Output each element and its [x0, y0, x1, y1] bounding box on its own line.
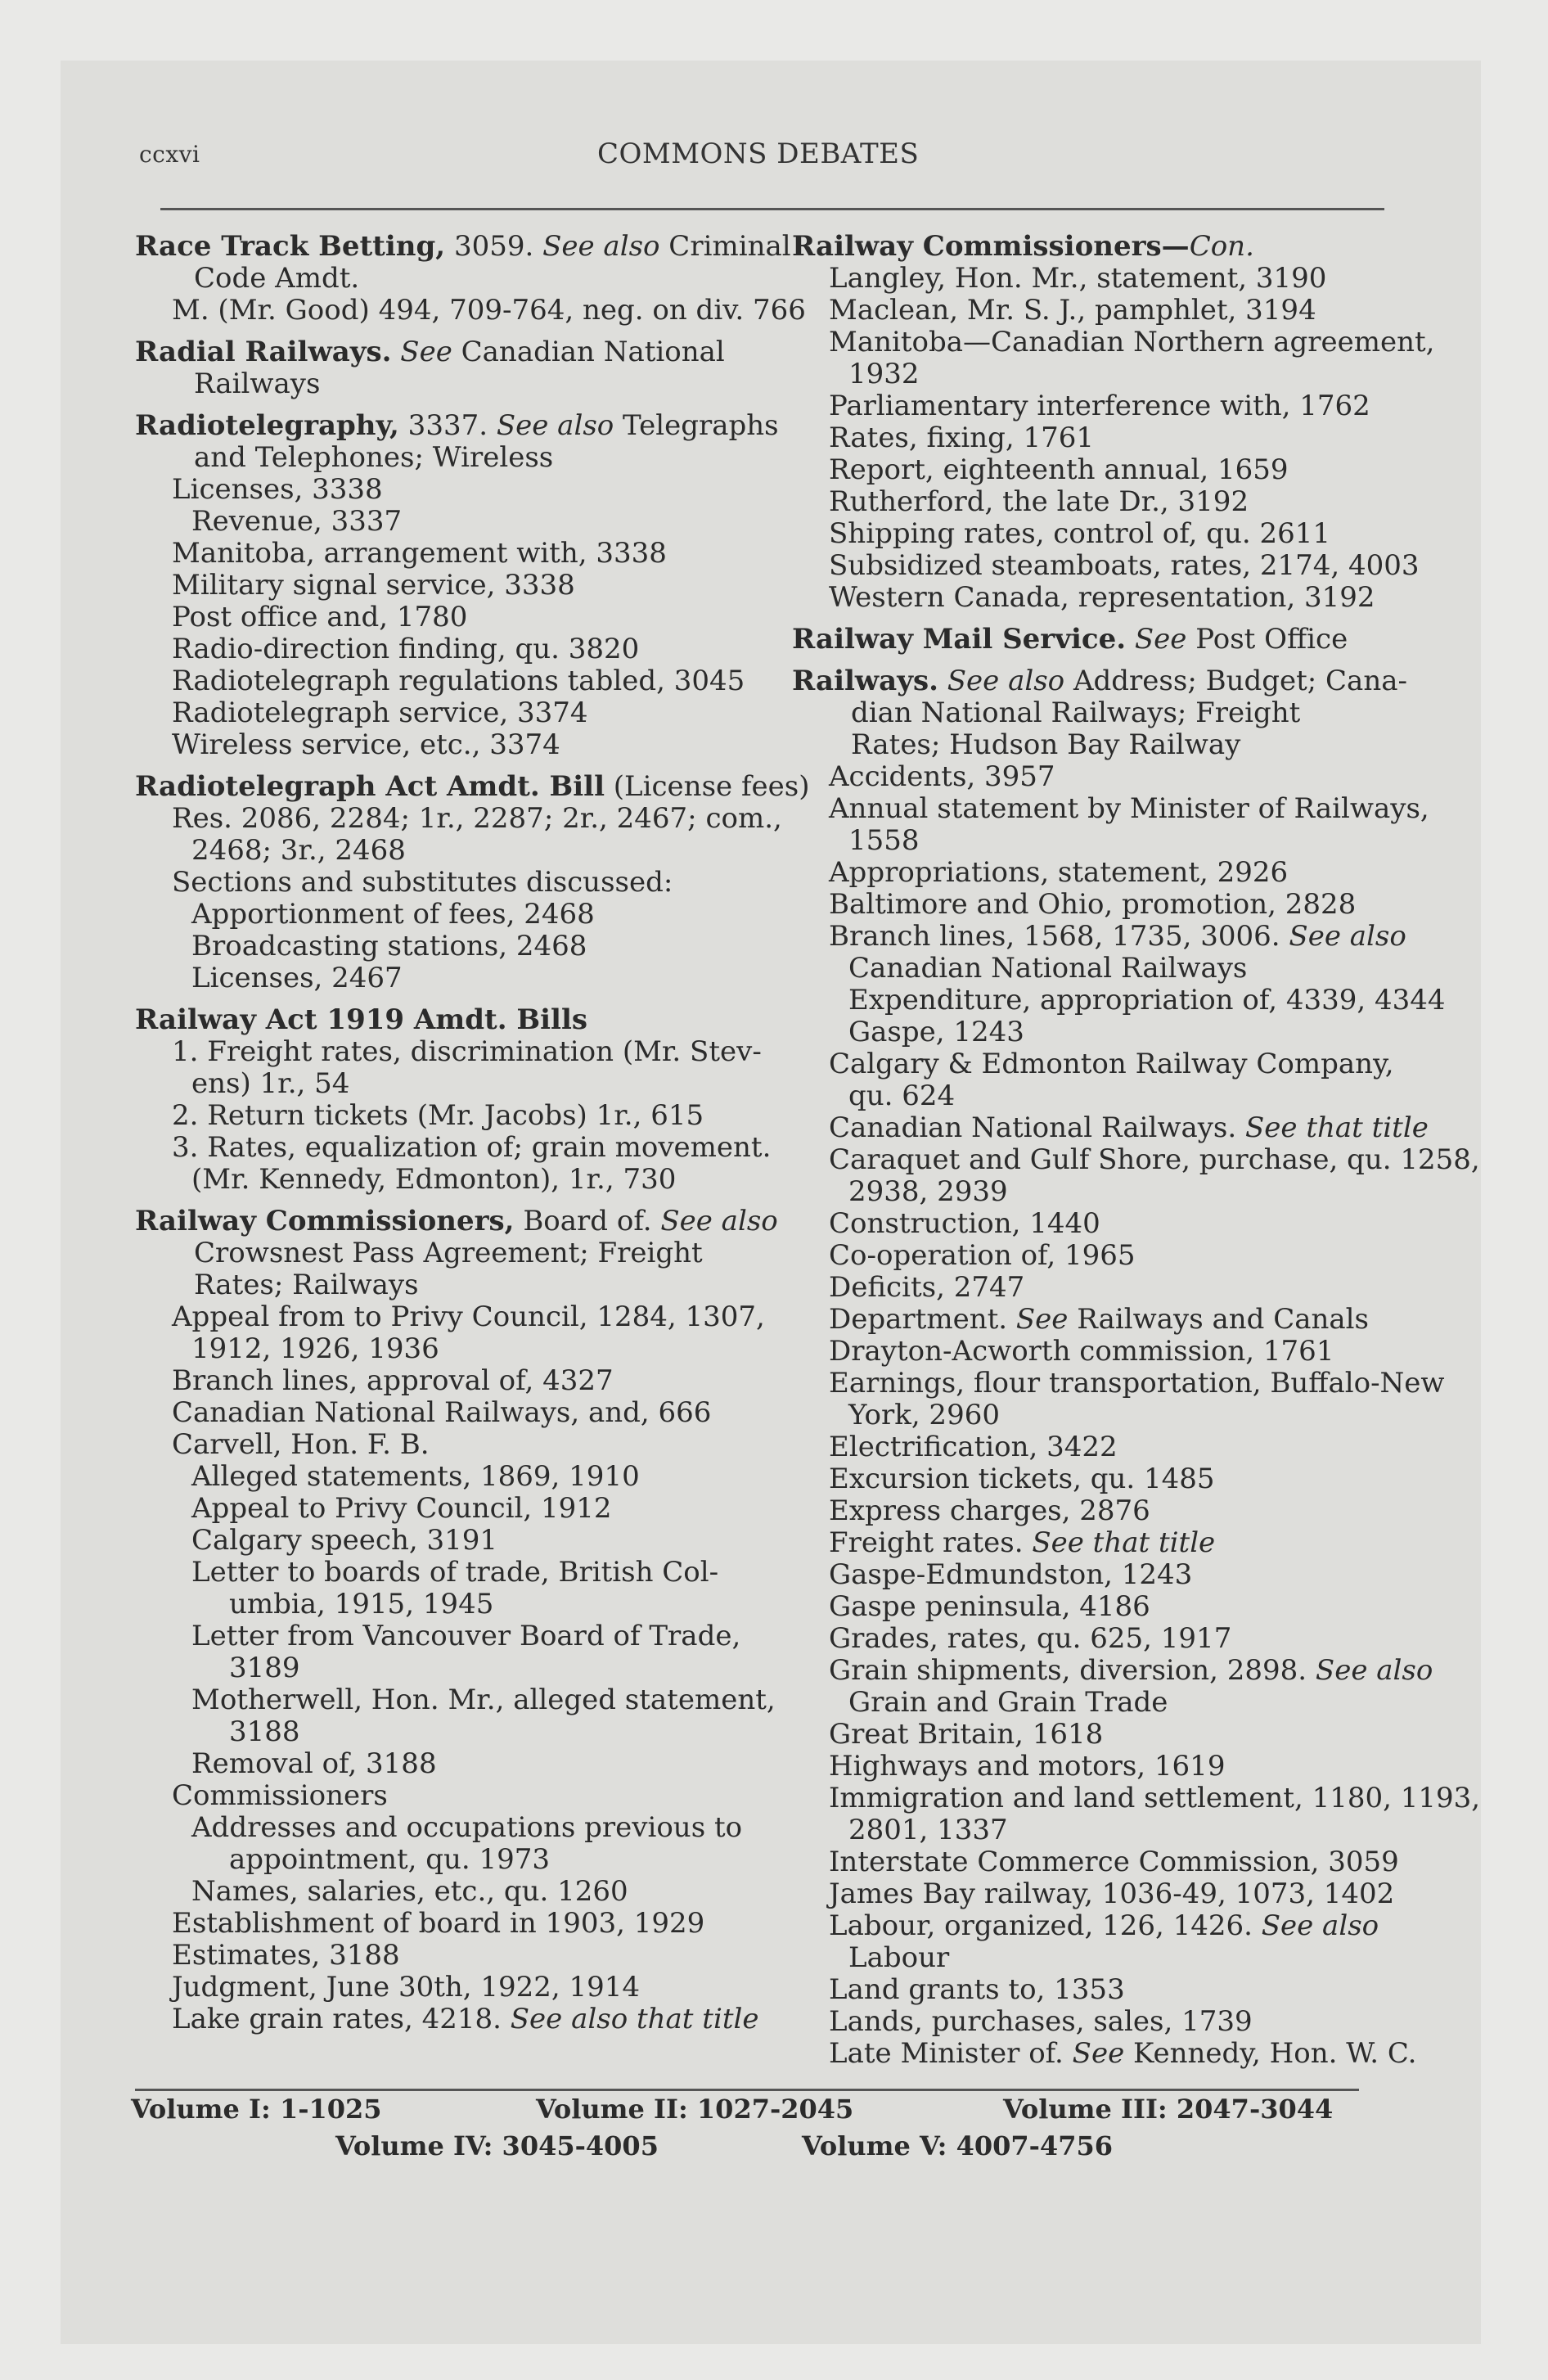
index-entry [792, 1304, 1430, 1336]
right-column [792, 230, 1481, 2070]
index-entry [792, 263, 1430, 295]
index-entry [135, 802, 782, 835]
index-entry [792, 1048, 1430, 1080]
entry-tail: Railways and Canals [1068, 1303, 1369, 1336]
index-entry [135, 1269, 773, 1301]
entry-text: Grain and Grain Trade [848, 1686, 1168, 1719]
index-entry [135, 1589, 773, 1620]
index-entry [792, 1559, 1430, 1591]
index-entry [135, 962, 773, 994]
entry-text: Apportionment of fees, 2468 [191, 898, 595, 931]
index-entry [792, 1176, 1430, 1208]
index-entry [135, 1972, 773, 2004]
index-entry [135, 1876, 773, 1908]
index-entry [792, 550, 1430, 582]
entry-text: Post office and, 1780 [172, 601, 468, 633]
entry-text: 2801, 1337 [848, 1814, 1008, 1846]
cross-reference: See also [947, 665, 1065, 697]
index-entry [135, 1844, 773, 1876]
entry-text: Appropriations, statement, 2926 [829, 856, 1289, 889]
index-entry [792, 729, 1430, 761]
heading-term: Railways. [792, 665, 938, 697]
index-entry [135, 474, 773, 506]
entry-text: 1912, 1926, 1936 [191, 1332, 439, 1365]
cross-reference: See also [1289, 920, 1406, 953]
entry-text: Canadian National Railways [848, 952, 1248, 985]
index-entry [792, 1208, 1430, 1240]
entry-text: ens) 1r., 54 [191, 1067, 350, 1100]
index-entry [792, 1495, 1430, 1527]
entry-text: 3059. [445, 230, 543, 263]
entry-text: (License fees) [604, 770, 810, 803]
entry-text: Manitoba, arrangement with, 3338 [172, 537, 667, 570]
entry-text: Labour, organized, 126, 1426. [829, 1909, 1262, 1942]
index-entry [135, 506, 773, 538]
entry-text: Estimates, 3188 [172, 1939, 400, 1972]
entry-tail: Criminal [659, 230, 791, 263]
entry-text: Branch lines, approval of, 4327 [172, 1364, 614, 1397]
heading-term: Radial Railways. [135, 336, 392, 368]
entry-text: Crowsnest Pass Agreement; Freight [194, 1237, 703, 1269]
entry-tail: Kennedy, Hon. W. C. [1124, 2037, 1417, 2070]
entry-text: Licenses, 3338 [172, 473, 383, 506]
index-entry [792, 984, 1446, 1016]
entry-tail: Post Office [1186, 623, 1348, 656]
entry-text: Railways [194, 367, 321, 400]
entry-text: 1. Freight rates, discrimination (Mr. Stev- [172, 1035, 762, 1068]
index-entry [792, 761, 1430, 793]
entry-text: Earnings, flour transportation, Buffalo-New [829, 1367, 1445, 1400]
index-entry [135, 602, 773, 633]
entry-text: 2. Return tickets (Mr. Jacobs) 1r., 615 [172, 1099, 704, 1132]
cross-reference: See also [660, 1205, 778, 1237]
entry-tail: Telegraphs [614, 409, 779, 442]
entry-text: Code Amdt. [194, 262, 360, 295]
index-entry [135, 1068, 773, 1100]
entry-text: Appeal from to Privy Council, 1284, 1307, [172, 1300, 765, 1333]
entry-text: Judgment, June 30th, 1922, 1914 [172, 1971, 641, 2004]
cross-reference: See [1015, 1303, 1069, 1336]
index-entry [792, 582, 1430, 614]
entry-text: Rutherford, the late Dr., 3192 [829, 485, 1249, 518]
entry-text: 1932 [848, 358, 920, 390]
index-entry [792, 1367, 1445, 1400]
index-entry [135, 1036, 773, 1068]
heading-term: Railway Commissioners— [792, 230, 1190, 263]
heading-term: Radiotelegraphy, [135, 409, 399, 442]
heading-term: Radiotelegraph Act Amdt. Bill [135, 770, 605, 803]
index-entry [135, 1652, 773, 1684]
entry-text: 2468; 3r., 2468 [191, 834, 406, 867]
entry-text: 3. Rates, equalization of; grain movement. [172, 1131, 772, 1164]
entry-text: Great Britain, 1618 [829, 1718, 1104, 1751]
entry-text: Baltimore and Ohio, promotion, 2828 [829, 888, 1357, 921]
index-entry [135, 1748, 773, 1780]
index-entry [792, 1719, 1430, 1751]
index-entry [135, 1237, 773, 1269]
entry-text: Gaspe peninsula, 4186 [829, 1590, 1150, 1623]
index-entry [135, 1100, 773, 1132]
entry-text: Motherwell, Hon. Mr., alleged statement, [191, 1684, 776, 1716]
index-entry [135, 1429, 773, 1461]
heading-term: Railway Act 1919 Amdt. Bills [135, 1003, 588, 1036]
page-title: COMMONS DEBATES [597, 137, 920, 170]
index-entry [792, 422, 1430, 454]
index-entry [135, 1780, 773, 1812]
entry-text: appointment, qu. 1973 [229, 1843, 551, 1876]
entry-text: Lake grain rates, 4218. [172, 2003, 511, 2035]
entry-text: Accidents, 3957 [829, 760, 1055, 793]
header-rule [160, 208, 1384, 210]
index-entry [135, 1132, 773, 1164]
index-entry [135, 1333, 773, 1365]
index-entry [135, 835, 773, 867]
entry-text: James Bay railway, 1036-49, 1073, 1402 [829, 1877, 1395, 1910]
entry-text: Addresses and occupations previous to [191, 1811, 743, 1844]
entry-text: Canadian National Railways. [829, 1111, 1245, 1144]
index-entry [792, 454, 1430, 486]
page-number: ccxvi [139, 141, 200, 168]
entry-text [1126, 623, 1135, 656]
index-entry [135, 1301, 773, 1333]
index-entry [792, 1814, 1430, 1846]
index-heading [792, 665, 1430, 697]
heading-term: Railway Commissioners, [135, 1205, 515, 1237]
entry-text: Board of. [514, 1205, 661, 1237]
index-entry [792, 1336, 1430, 1368]
entry-text: Radio-direction finding, qu. 3820 [172, 633, 640, 665]
entry-text: Freight rates. [829, 1526, 1033, 1559]
index-entry [792, 793, 1430, 825]
entry-text: Excursion tickets, qu. 1485 [829, 1463, 1215, 1495]
index-entry [792, 889, 1430, 921]
entry-tail: Canadian National [452, 336, 725, 368]
index-entry [792, 1272, 1430, 1304]
entry-text: Rates; Hudson Bay Railway [851, 728, 1241, 761]
cross-reference: See also [496, 409, 614, 442]
index-entry [792, 953, 1430, 985]
cross-reference: Con. [1189, 230, 1254, 263]
entry-text: Names, salaries, etc., qu. 1260 [191, 1875, 628, 1908]
entry-text: Late Minister of. [829, 2037, 1073, 2070]
entry-text: Construction, 1440 [829, 1207, 1100, 1240]
entry-text: Wireless service, etc., 3374 [172, 728, 560, 761]
entry-text: Lands, purchases, sales, 1739 [829, 2005, 1253, 2038]
entry-text: Establishment of board in 1903, 1929 [172, 1907, 705, 1940]
entry-text [938, 665, 947, 697]
cross-reference: See also [1315, 1654, 1433, 1687]
index-entry [792, 1112, 1430, 1144]
heading-term: Race Track Betting, [135, 230, 446, 263]
cross-reference: See also that title [510, 2003, 759, 2035]
entry-text: Letter from Vancouver Board of Trade, [191, 1620, 741, 1652]
entry-text: Labour [848, 1941, 950, 1974]
entry-text: Langley, Hon. Mr., statement, 3190 [829, 262, 1327, 295]
index-heading [135, 230, 791, 263]
entry-text: Electrification, 3422 [829, 1431, 1118, 1463]
index-entry [135, 729, 773, 761]
index-heading [135, 336, 773, 368]
cross-reference: See also [542, 230, 660, 263]
entry-text: Highways and motors, 1619 [829, 1750, 1226, 1783]
index-entry [792, 1623, 1430, 1655]
index-entry [135, 1716, 773, 1748]
index-entry [792, 2038, 1430, 2070]
entry-text: Removal of, 3188 [191, 1747, 437, 1780]
index-entry [792, 857, 1430, 889]
index-entry [792, 390, 1430, 422]
index-entry [135, 1908, 773, 1940]
entry-text: 3189 [229, 1652, 300, 1684]
index-entry [135, 931, 773, 962]
left-column [135, 230, 810, 2035]
entry-text: Commissioners [172, 1779, 388, 1812]
index-heading [135, 1205, 778, 1237]
entry-text: Gaspe-Edmundston, 1243 [829, 1558, 1193, 1591]
heading-term: Railway Mail Service. [792, 623, 1127, 656]
index-entry [135, 1493, 773, 1525]
index-entry [792, 1942, 1430, 1974]
index-entry [135, 294, 806, 327]
entry-text: Grades, rates, qu. 625, 1917 [829, 1622, 1232, 1655]
entry-text: Alleged statements, 1869, 1910 [191, 1460, 640, 1493]
entry-text: Land grants to, 1353 [829, 1973, 1125, 2006]
volume-3-range: Volume III: 2047-3044 [1003, 2094, 1334, 2125]
entry-text: Rates; Railways [194, 1269, 419, 1301]
entry-text: Manitoba—Canadian Northern agreement, [829, 326, 1435, 358]
index-entry [792, 1080, 1430, 1112]
index-entry [135, 538, 773, 570]
entry-text: Letter to boards of trade, British Col- [191, 1556, 719, 1589]
entry-text: Licenses, 2467 [191, 962, 403, 994]
entry-tail: Address; Budget; Cana- [1064, 665, 1407, 697]
entry-text: Revenue, 3337 [191, 505, 403, 538]
entry-text: 2938, 2939 [848, 1175, 1008, 1208]
index-entry [792, 1591, 1430, 1623]
index-entry [135, 1461, 773, 1493]
index-entry [792, 1846, 1430, 1878]
index-heading [792, 624, 1430, 656]
entry-text: Immigration and land settlement, 1180, 1193, [829, 1782, 1481, 1814]
entry-text: Calgary & Edmonton Railway Company, [829, 1048, 1394, 1080]
cross-reference: See that title [1032, 1526, 1216, 1559]
index-entry [135, 2004, 773, 2035]
entry-text: Interstate Commerce Commission, 3059 [829, 1846, 1399, 1878]
volume-4-range: Volume IV: 3045-4005 [335, 2130, 659, 2161]
entry-text: Co-operation of, 1965 [829, 1239, 1136, 1272]
index-entry [135, 697, 773, 729]
index-entry [792, 1527, 1430, 1559]
entry-text: 3337. [398, 409, 497, 442]
entry-text: Grain shipments, diversion, 2898. [829, 1654, 1316, 1687]
cross-reference: See [400, 336, 452, 368]
index-heading [792, 231, 1430, 263]
entry-text: Calgary speech, 3191 [191, 1524, 497, 1557]
index-entry [792, 486, 1430, 518]
index-entry [135, 1525, 773, 1557]
entry-text: (Mr. Kennedy, Edmonton), 1r., 730 [191, 1163, 677, 1196]
index-entry [792, 1974, 1430, 2006]
entry-text: 1558 [848, 824, 920, 857]
index-entry [792, 1910, 1430, 1942]
index-entry [792, 1431, 1430, 1463]
volume-5-range: Volume V: 4007-4756 [802, 2130, 1113, 2161]
index-entry [792, 921, 1430, 953]
entry-text: Rates, fixing, 1761 [829, 421, 1095, 454]
entry-text: Annual statement by Minister of Railways, [829, 792, 1429, 825]
entry-text: Deficits, 2747 [829, 1271, 1025, 1304]
entry-text: Shipping rates, control of, qu. 2611 [829, 517, 1331, 550]
entry-text: Caraquet and Gulf Shore, purchase, qu. 1258, [829, 1143, 1480, 1176]
entry-text: Department. [829, 1303, 1016, 1336]
cross-reference: See [1134, 623, 1187, 656]
entry-text: Appeal to Privy Council, 1912 [191, 1492, 612, 1525]
index-entry [135, 1684, 776, 1716]
entry-text: Parliamentary interference with, 1762 [829, 390, 1370, 422]
cross-reference: See that title [1245, 1111, 1429, 1144]
entry-text: Sections and substitutes discussed: [172, 866, 673, 899]
entry-text: dian National Railways; Freight [851, 696, 1301, 729]
entry-text [391, 336, 400, 368]
index-entry [135, 1164, 773, 1196]
index-entry [135, 1940, 773, 1972]
index-entry [135, 1557, 773, 1589]
entry-text: Report, eighteenth annual, 1659 [829, 453, 1289, 486]
entry-text: Res. 2086, 2284; 1r., 2287; 2r., 2467; com., [172, 802, 782, 835]
index-entry [792, 1016, 1430, 1048]
index-entry [792, 1782, 1481, 1814]
footer-rule [135, 2089, 1359, 2091]
entry-text: York, 2960 [848, 1399, 1000, 1431]
index-entry [792, 326, 1435, 358]
index-entry [792, 1687, 1430, 1719]
cross-reference: See also [1261, 1909, 1379, 1942]
index-entry [135, 263, 773, 295]
volume-1-range: Volume I: 1-1025 [131, 2094, 382, 2125]
index-entry [792, 1751, 1430, 1783]
index-entry [135, 1397, 773, 1429]
index-entry [792, 1878, 1430, 1910]
index-entry [135, 665, 773, 697]
index-entry [792, 358, 1430, 390]
volume-2-range: Volume II: 1027-2045 [536, 2094, 854, 2125]
index-entry [135, 1812, 773, 1844]
index-entry [792, 518, 1430, 550]
entry-text: umbia, 1915, 1945 [229, 1588, 494, 1620]
index-heading [135, 409, 779, 442]
index-entry [135, 1365, 773, 1397]
entry-text: Carvell, Hon. F. B. [172, 1428, 430, 1461]
entry-text: Gaspe, 1243 [848, 1016, 1024, 1048]
index-entry [792, 825, 1430, 857]
entry-text: qu. 624 [848, 1080, 956, 1112]
index-entry [792, 295, 1430, 327]
entry-text: Maclean, Mr. S. J., pamphlet, 3194 [829, 294, 1316, 327]
index-entry [792, 1654, 1433, 1687]
entry-text: Western Canada, representation, 3192 [829, 581, 1375, 614]
entry-text: Broadcasting stations, 2468 [191, 930, 587, 962]
entry-text: Branch lines, 1568, 1735, 3006. [829, 920, 1289, 953]
entry-text: Drayton-Acworth commission, 1761 [829, 1335, 1334, 1368]
entry-text: Radiotelegraph service, 3374 [172, 696, 588, 729]
index-entry [135, 368, 773, 400]
entry-text: M. (Mr. Good) 494, 709-764, neg. on div. 766 [172, 294, 806, 327]
index-entry [792, 1463, 1430, 1495]
index-entry [135, 633, 773, 665]
index-entry [135, 867, 773, 899]
entry-text: Canadian National Railways, and, 666 [172, 1396, 712, 1429]
entry-text: Radiotelegraph regulations tabled, 3045 [172, 665, 745, 697]
cross-reference: See [1072, 2037, 1125, 2070]
index-entry [135, 570, 773, 602]
entry-text: and Telephones; Wireless [194, 441, 554, 474]
index-entry [135, 899, 773, 931]
entry-text: Expenditure, appropriation of, 4339, 4344 [848, 984, 1446, 1016]
index-entry [792, 2006, 1430, 2038]
entry-text: Military signal service, 3338 [172, 569, 575, 602]
index-entry [792, 1240, 1430, 1272]
entry-text: 3188 [229, 1715, 300, 1748]
entry-text: Subsidized steamboats, rates, 2174, 4003 [829, 549, 1420, 582]
index-entry [792, 1400, 1430, 1431]
index-entry [792, 1143, 1480, 1176]
index-heading [135, 1004, 773, 1036]
index-heading [135, 770, 810, 803]
index-entry [135, 1620, 773, 1652]
entry-text: Express charges, 2876 [829, 1494, 1150, 1527]
index-entry [135, 442, 773, 474]
index-entry [792, 697, 1430, 729]
